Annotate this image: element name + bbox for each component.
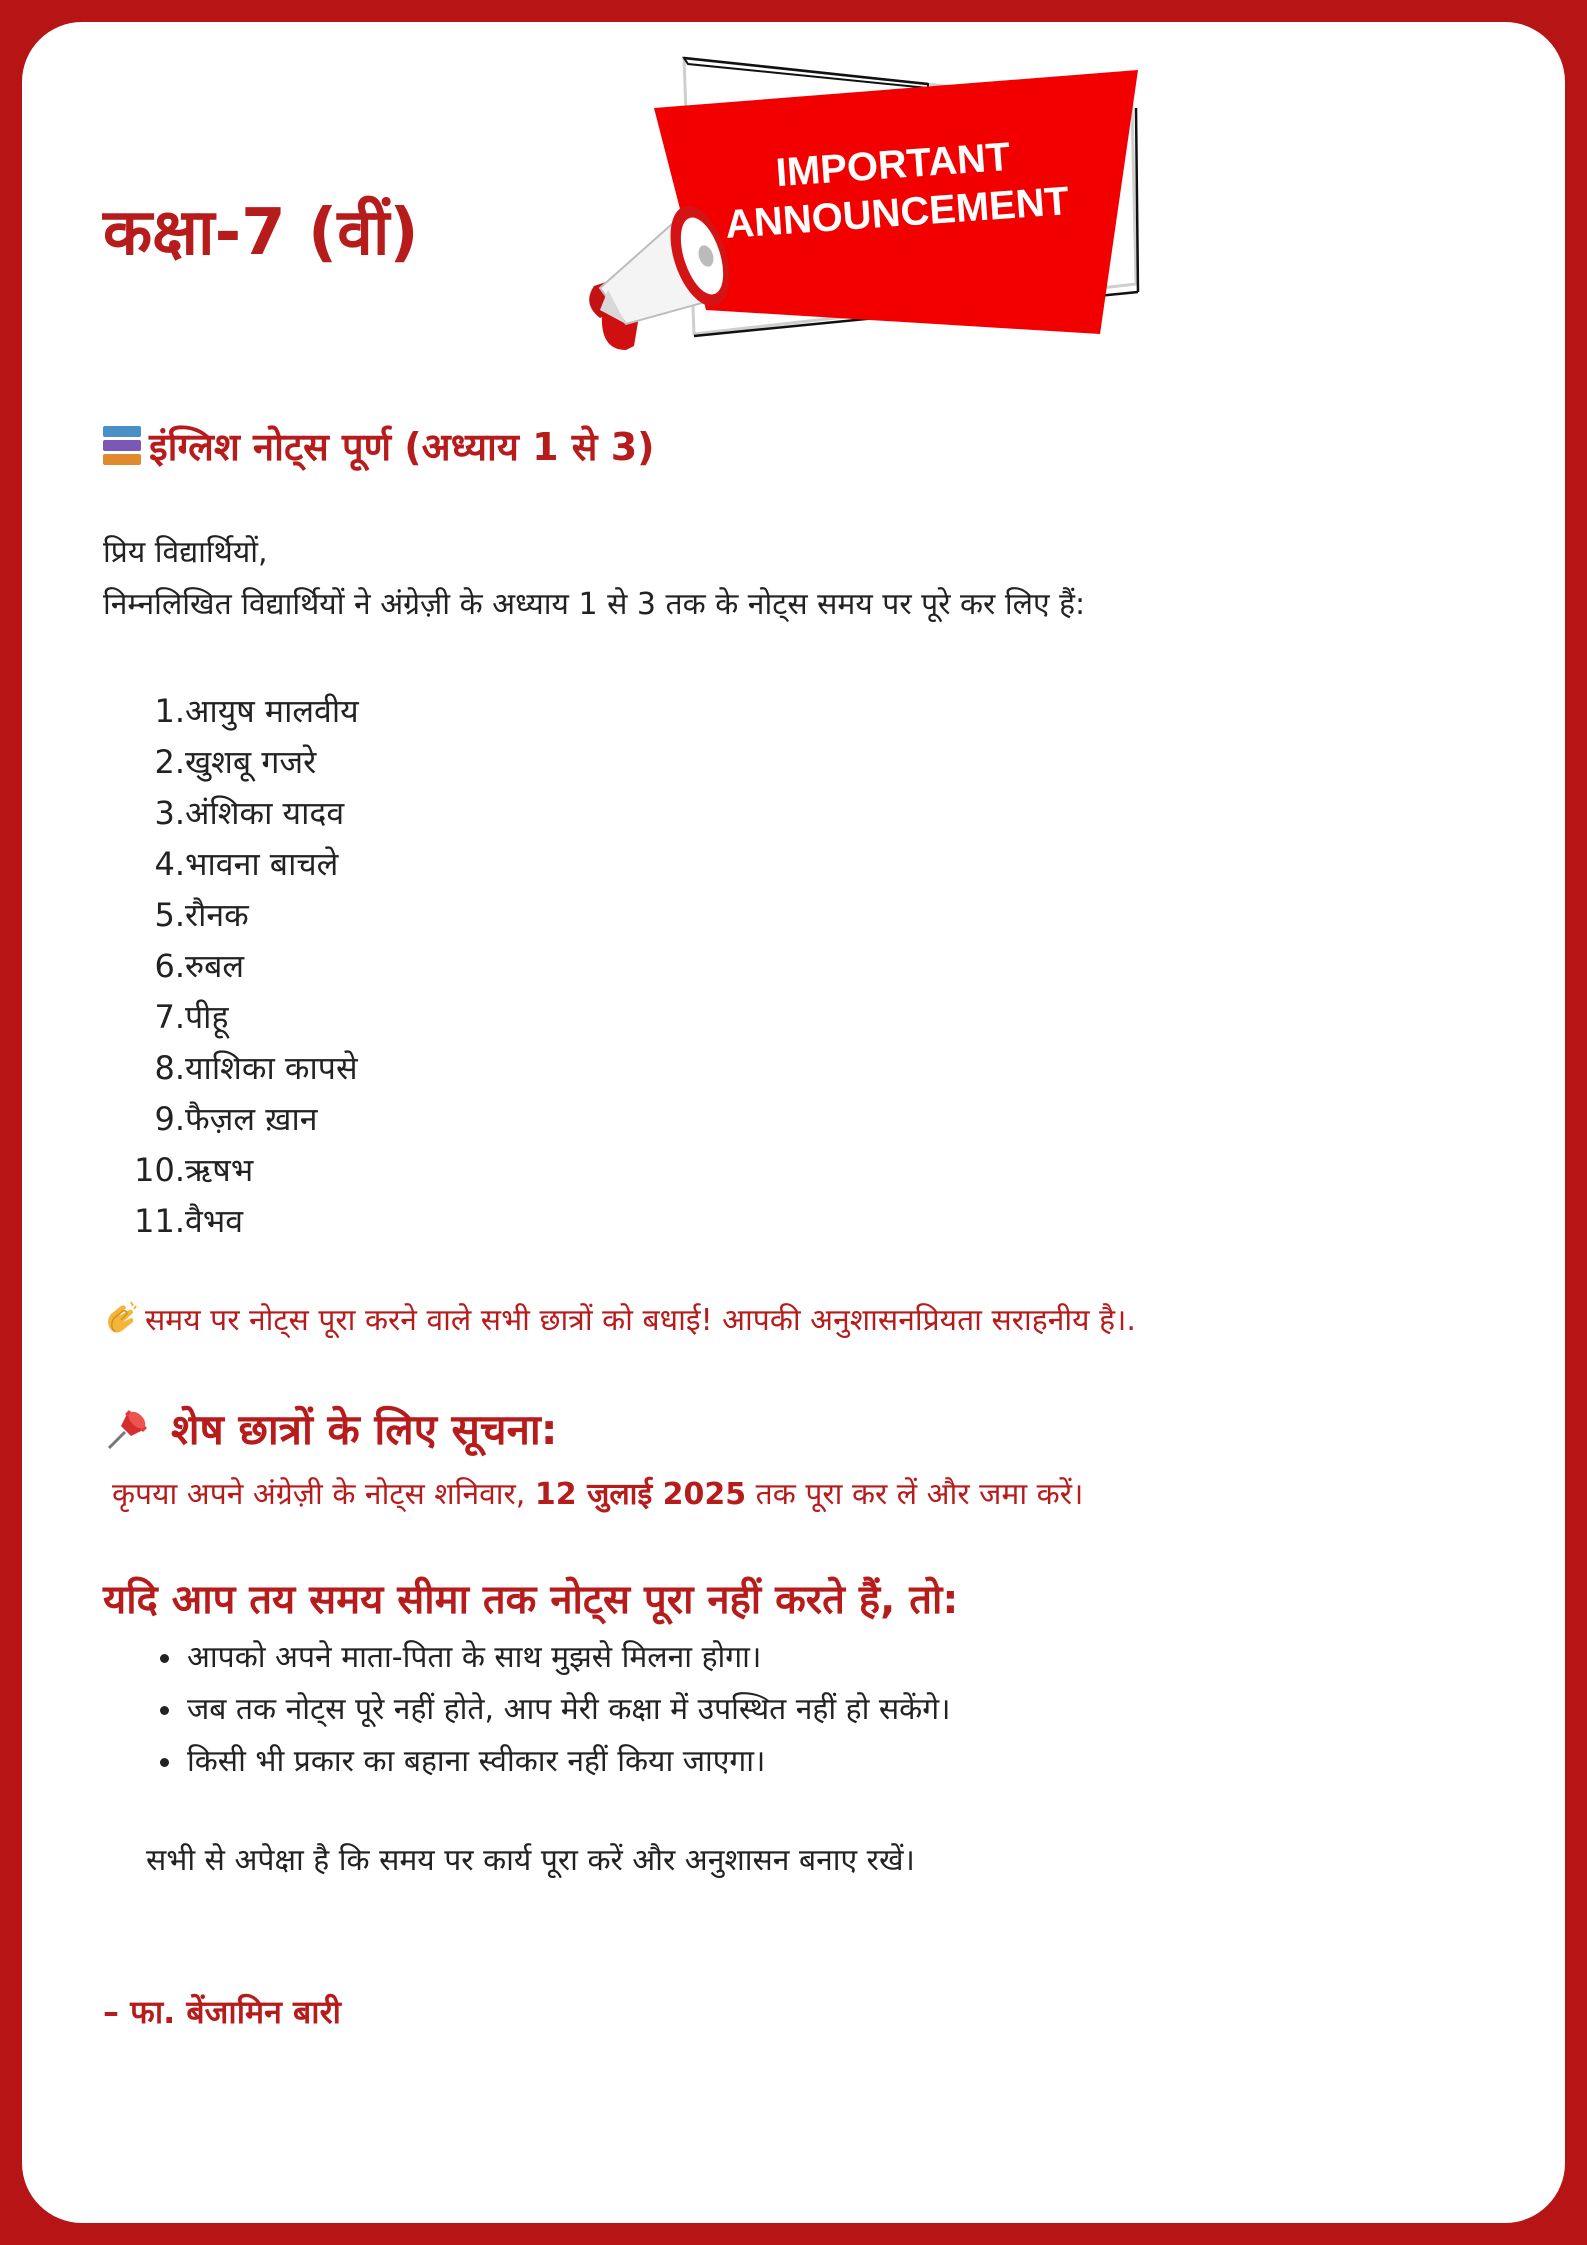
list-number: 6. <box>154 947 185 985</box>
badge-line-1: IMPORTANT <box>774 134 1012 196</box>
list-number: 9. <box>154 1100 185 1138</box>
books-icon <box>103 426 141 466</box>
warning-point: किसी भी प्रकार का बहाना स्वीकार नहीं किया जाएगा। <box>187 1744 766 1779</box>
congratulations-message <box>103 1298 1136 1339</box>
list-number: 5. <box>154 896 185 934</box>
notes-heading-text: इंग्लिश नोट्स पूर्ण (अध्याय 1 से 3) <box>149 425 655 469</box>
warning-points <box>103 1632 950 1788</box>
badge-line-2: ANNOUNCEMENT <box>723 179 1071 247</box>
student-name: वैभव <box>185 1202 244 1240</box>
list-item <box>103 737 359 788</box>
list-item <box>103 1196 359 1247</box>
student-name: भावना बाचले <box>185 845 339 883</box>
student-list <box>103 686 359 1247</box>
pushpin-icon <box>103 1402 155 1454</box>
signature: – फा. बेंजामिन बारी <box>103 1993 341 2031</box>
notice-heading-text: शेष छात्रों के लिए सूचना: <box>171 1405 558 1454</box>
student-name: याशिका कापसे <box>185 1049 358 1087</box>
list-item <box>103 788 359 839</box>
student-name: अंशिका यादव <box>185 794 345 832</box>
list-item <box>103 1094 359 1145</box>
bullet-dot <box>160 1706 169 1715</box>
list-item <box>103 686 359 737</box>
list-item <box>103 839 359 890</box>
closing-note: सभी से अपेक्षा है कि समय पर कार्य पूरा करें और अनुशासन बनाए रखें। <box>146 1843 915 1878</box>
intro-text: निम्नलिखित विद्यार्थियों ने अंग्रेज़ी के अध्याय 1 से 3 तक के नोट्स समय पर पूरे कर लिए हैं: <box>103 587 1086 622</box>
list-number: 7. <box>154 998 185 1036</box>
notes-heading <box>103 420 655 472</box>
list-item <box>103 890 359 941</box>
list-item <box>103 941 359 992</box>
notice-text-part: तक पूरा कर लें और जमा करें। <box>746 1477 1084 1512</box>
list-item <box>103 1632 950 1684</box>
list-item <box>103 1145 359 1196</box>
list-number: 10. <box>134 1151 185 1189</box>
bullet-dot <box>160 1654 169 1663</box>
congratulations-text: समय पर नोट्स पूरा करने वाले सभी छात्रों को बधाई! आपकी अनुशासनप्रियता सराहनीय है।. <box>145 1303 1136 1338</box>
greeting: प्रिय विद्यार्थियों, <box>103 535 268 570</box>
notice-text <box>112 1472 1083 1513</box>
warning-point: आपको अपने माता-पिता के साथ मुझसे मिलना होगा। <box>187 1640 762 1675</box>
list-number: 3. <box>154 794 185 832</box>
bullet-dot <box>160 1758 169 1767</box>
deadline-date: 12 जुलाई 2025 <box>534 1477 747 1512</box>
clapping-hands-icon <box>103 1300 139 1336</box>
student-name: ऋषभ <box>185 1151 254 1189</box>
list-item <box>103 1736 950 1788</box>
student-name: रौनक <box>185 896 249 934</box>
student-name: रुबल <box>185 947 245 985</box>
notice-heading <box>103 1400 558 1457</box>
warning-heading: यदि आप तय समय सीमा तक नोट्स पूरा नहीं करते हैं, तो: <box>103 1577 959 1623</box>
student-name: खुशबू गजरे <box>185 743 317 781</box>
warning-point: जब तक नोट्स पूरे नहीं होते, आप मेरी कक्षा में उपस्थित नहीं हो सकेंगे। <box>187 1692 951 1727</box>
list-number: 2. <box>154 743 185 781</box>
notice-text-part: कृपया अपने अंग्रेज़ी के नोट्स शनिवार, <box>112 1477 535 1512</box>
list-number: 1. <box>154 692 185 730</box>
list-item <box>103 1684 950 1736</box>
list-item <box>103 992 359 1043</box>
student-name: पीहू <box>185 998 229 1036</box>
list-number: 4. <box>154 845 185 883</box>
important-announcement-badge <box>560 28 1160 368</box>
class-title: कक्षा-7 (वीं) <box>103 196 419 270</box>
student-name: आयुष मालवीय <box>185 692 359 730</box>
student-name: फैज़ल ख़ान <box>185 1100 318 1138</box>
list-item <box>103 1043 359 1094</box>
list-number: 11. <box>134 1202 185 1240</box>
list-number: 8. <box>154 1049 185 1087</box>
